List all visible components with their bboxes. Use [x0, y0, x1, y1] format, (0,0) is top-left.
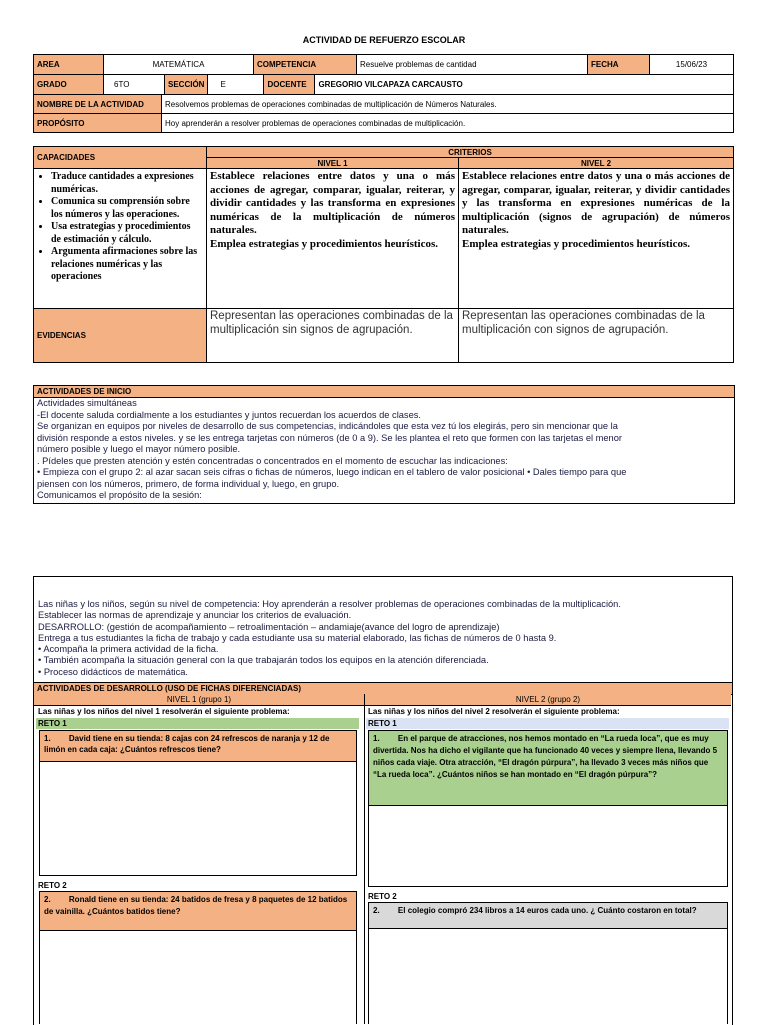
grado-label: GRADO [34, 75, 104, 95]
competencia-value: Resuelve problemas de cantidad [357, 55, 588, 75]
n2-reto1-number: 1. [373, 734, 380, 743]
inicio-block [33, 385, 735, 504]
proposito-line: Las niñas y los niños, según su nivel de competencia: Hoy aprenderán a resolver problemas de operaciones combinadas de la multiplicación. [38, 599, 621, 609]
n2-reto2-problem [368, 902, 728, 929]
n2-reto2-number: 2. [373, 906, 380, 915]
seccion-value: E [208, 75, 264, 95]
capacidad-item: • Traduce cantidades a expresiones numéricas. [51, 171, 203, 196]
proposito-line: Establecer las normas de aprendizaje y anunciar los criterios de evaluación. [38, 610, 352, 621]
inicio-line: -El docente saluda cordialmente a los estudiantes y juntos recuerdan los acuerdos de clases. [37, 409, 421, 420]
inicio-line: . Pídeles que presten atención y estén concentradas o concentrados en el momento de escuchar las indicaciones: [37, 455, 508, 466]
docente-value: GREGORIO VILCAPAZA CARCAUSTO [315, 75, 734, 95]
divider [34, 705, 731, 706]
inicio-text [34, 398, 734, 502]
capacidad-item: • Comunica su comprensión sobre los números y las operaciones. [51, 196, 203, 221]
docente-label: DOCENTE [264, 75, 315, 95]
capacidad-item: • Argumenta afirmaciones sobre las relaciones numéricas y las operaciones [51, 246, 203, 284]
inicio-header: ACTIVIDADES DE INICIO [34, 386, 734, 398]
area-label: AREA [34, 55, 104, 75]
header-table-row2 [33, 74, 734, 95]
desarrollo-header: ACTIVIDADES DE DESARROLLO (USO DE FICHAS DIFERENCIADAS) [34, 682, 732, 695]
proposito-line: • Proceso didácticos de matemática. [38, 666, 189, 677]
nivel2-label: NIVEL 2 [459, 158, 734, 169]
n1-reto2-answer-area[interactable] [39, 931, 357, 1024]
criteria-table [33, 146, 734, 363]
nivel1-label: NIVEL 1 [207, 158, 459, 169]
n1-reto1-problem [39, 730, 357, 762]
capacidades-list-cell [34, 169, 207, 309]
inicio-line: número posible y luego el mayor número posible. [37, 444, 241, 454]
header-table [33, 54, 734, 75]
proposito-line: • Acompaña la primera actividad de la ficha. [38, 644, 219, 655]
inicio-line: Comunicamos el propósito de la sesión: [37, 490, 202, 500]
nivel2-criterio [459, 169, 734, 309]
nivel2-criterio-text: Establece relaciones entre datos y una o más acciones de agregar, comparar, igualar, reiterar, y dividir cantidades y las transforma en expresiones numéricas de la multiplicación (signos de agrupación) de números naturales. [462, 170, 730, 236]
n1-reto2-number: 2. [44, 895, 51, 904]
evidencia-nivel1: Representan las operaciones combinadas de la multiplicación sin signos de agrupación. [207, 309, 459, 363]
proposito-line: • También acompaña la situación general con la que trabajarán todos los equipos en la atención diferenciada. [38, 655, 489, 666]
n1-reto1-number: 1. [44, 734, 51, 743]
n2-reto2-answer-area[interactable] [368, 929, 728, 1024]
n2-reto1-text: En el parque de atracciones, nos hemos montado en “La rueda loca”, que es muy divertida. Nos ha dicho el vigilante que ha funcionado 40 veces y siempre llena, llevando 5 niños cada viaje. Otra atracción, “El dragón púrpura”, ha llevado 3 veces más niños que “La rueda loca”. ¿Cuántos niños se han montado en “El dragón púrpura”? [373, 734, 718, 779]
capacidades-label: CAPACIDADES [34, 147, 207, 169]
proposito-line: DESARROLLO: (gestión de acompañamiento – retroalimentación – andamiaje(avance del logro de aprendizaje) [38, 621, 500, 632]
nivel1-criterio-text2: Emplea estrategias y procedimientos heurísticos. [210, 237, 439, 250]
column-divider [364, 694, 365, 1024]
proposito-block [34, 577, 732, 678]
n2-reto2-label: RETO 2 [368, 892, 397, 901]
n1-reto2-problem [39, 891, 357, 931]
n1-reto1-label: RETO 1 [36, 718, 359, 729]
nombre-label: NOMBRE DE LA ACTIVIDAD [34, 95, 162, 114]
nivel1-criterio-text: Establece relaciones entre datos y una o más acciones de agregar, comparar, igualar, reiterar, y dividir cantidades y las transforma en expresiones numéricas de la multiplicación de números naturales. [210, 170, 455, 236]
proposito-line: Entrega a tus estudiantes la ficha de trabajo y cada estudiante usa su material elaborado, las fichas de números de 0 hasta 9. [38, 632, 557, 643]
n1-reto1-answer-area[interactable] [39, 762, 357, 876]
criterios-label: CRITERIOS [207, 147, 734, 158]
inicio-line: división responde a estos niveles. y se les entrega tarjetas con números (de 0 a 9). Se les plantea el reto que formen con las tarjetas el menor [37, 432, 622, 443]
n1-reto2-text: Ronald tiene en su tienda: 24 batidos de fresa y 8 paquetes de 12 batidos de vainilla. ¿Cuántos batidos tiene? [44, 895, 348, 916]
n2-reto1-label: RETO 1 [366, 718, 729, 729]
seccion-label: SECCIÓN [165, 75, 208, 95]
n2-reto2-text: El colegio compró 234 libros a 14 euros cada uno. ¿ Cuánto costaron en total? [397, 906, 697, 915]
header-table-row3 [33, 94, 734, 133]
inicio-line: Actividades simultáneas [37, 398, 137, 408]
proposito-value: Hoy aprenderán a resolver problemas de operaciones combinadas de multiplicación. [162, 114, 734, 133]
nivel1-group-header: NIVEL 1 (grupo 1) [34, 694, 365, 705]
competencia-label: COMPETENCIA [254, 55, 357, 75]
nivel1-intro: Las niñas y los niños del nivel 1 resolverán el siguiente problema: [38, 707, 290, 716]
n2-reto1-problem [368, 730, 728, 806]
fecha-label: FECHA [588, 55, 650, 75]
grado-value: 6TO [104, 75, 165, 95]
capacidades-list [37, 171, 203, 284]
page-title: ACTIVIDAD DE REFUERZO ESCOLAR [302, 35, 466, 45]
evidencia-nivel2: Representan las operaciones combinadas de la multiplicación con signos de agrupación. [459, 309, 734, 363]
fecha-value: 15/06/23 [650, 55, 734, 75]
nivel2-intro: Las niñas y los niños del nivel 2 resolverán el siguiente problema: [368, 707, 620, 716]
nivel1-criterio [207, 169, 459, 309]
nombre-value: Resolvemos problemas de operaciones combinadas de multiplicación de Números Naturales. [162, 95, 734, 114]
nivel2-group-header: NIVEL 2 (grupo 2) [365, 694, 731, 705]
inicio-line: Se organizan en equipos por niveles de desarrollo de sus competencias, indicándoles que esta vez tú los elegirás, pero sin mencionar que la [37, 421, 618, 431]
proposito-label: PROPÓSITO [34, 114, 162, 133]
nivel2-criterio-text2: Emplea estrategias y procedimientos heurísticos. [462, 237, 691, 250]
inicio-line: • Empieza con el grupo 2: al azar sacan seis cifras o fichas de números, luego indican en el tablero de valor posicional • Dales tiempo para que [37, 467, 627, 477]
area-value: MATEMÁTICA [104, 55, 254, 75]
n1-reto1-text: David tiene en su tienda: 8 cajas con 24 refrescos de naranja y 12 de limón en cada caja: ¿Cuántos refrescos tiene? [44, 734, 330, 754]
inicio-line: piensen con los números, primero, de forma individual y, luego, en grupo. [37, 478, 340, 489]
evidencias-label: EVIDENCIAS [34, 309, 207, 363]
capacidad-item: • Usa estrategias y procedimientos de estimación y cálculo. [51, 221, 203, 246]
n2-reto1-answer-area[interactable] [368, 806, 728, 887]
n1-reto2-label: RETO 2 [38, 881, 67, 890]
